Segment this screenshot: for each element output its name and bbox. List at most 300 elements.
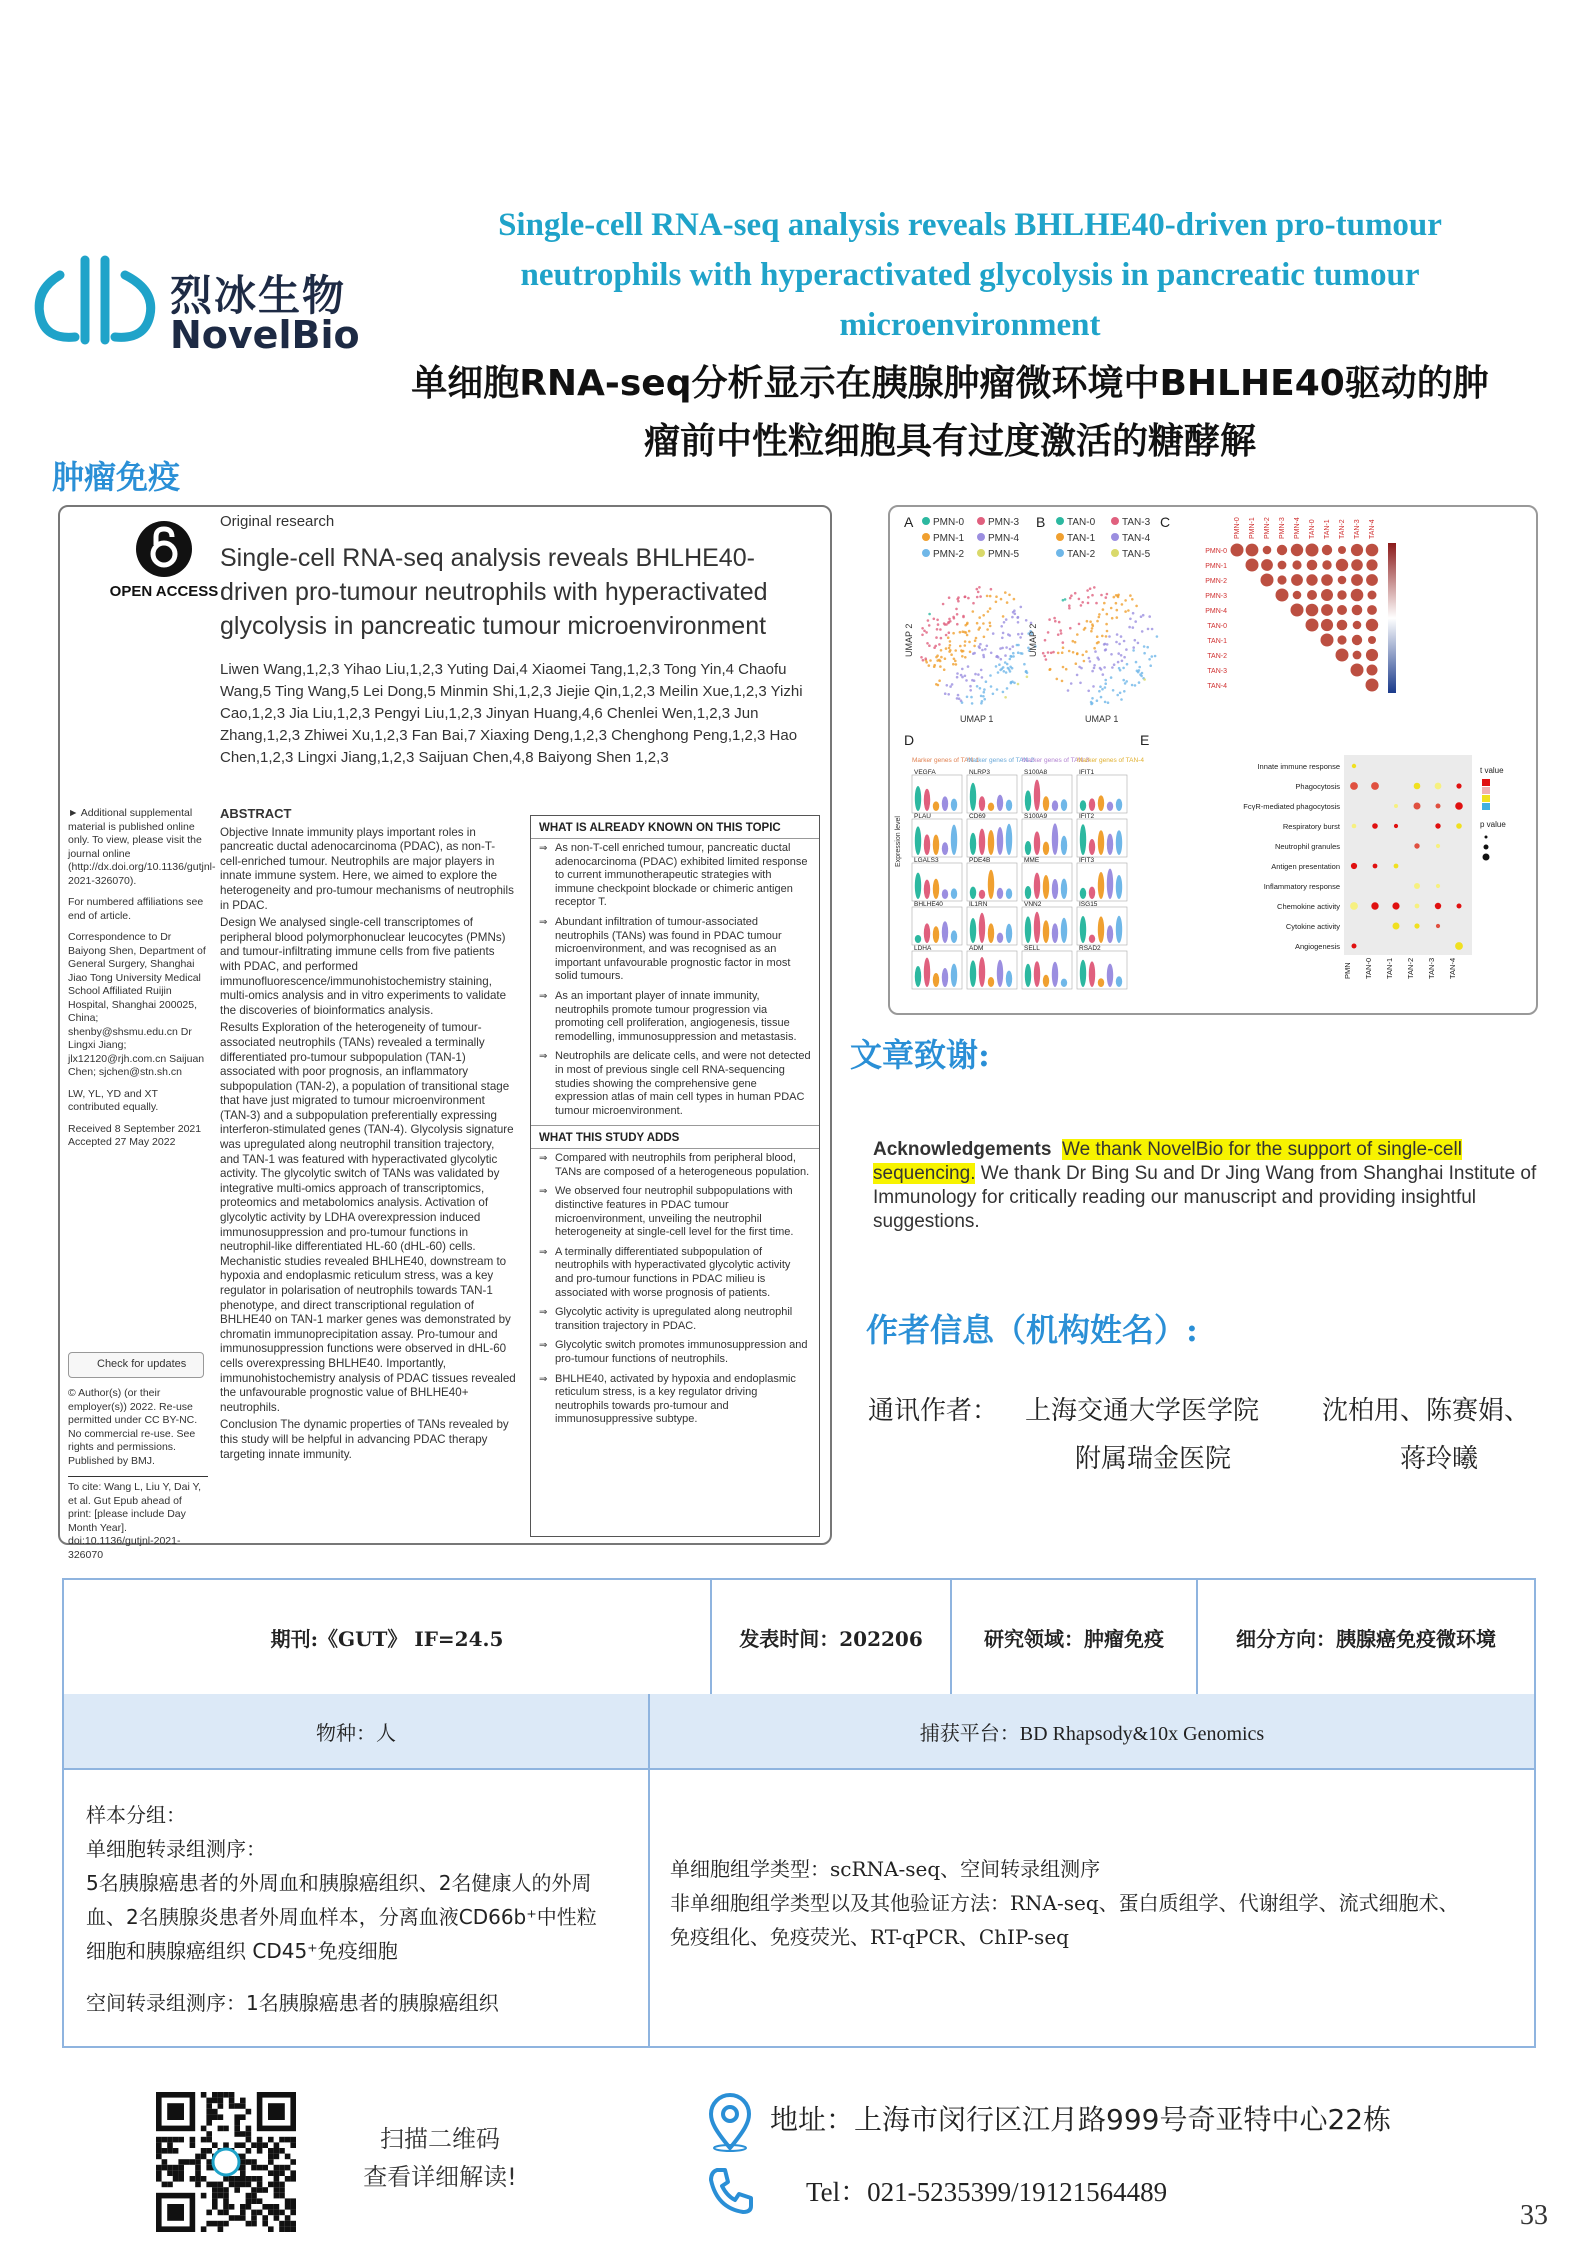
qr-module: [274, 2170, 280, 2176]
umap-point: [1096, 635, 1099, 638]
qr-module: [156, 2137, 162, 2143]
umap-point: [1045, 658, 1048, 661]
umap-point: [1083, 628, 1086, 631]
marker-header: Marker genes of TAN-3: [1022, 757, 1089, 764]
umap-point: [997, 671, 1000, 674]
violin: [1089, 839, 1095, 855]
qr-module: [257, 2187, 263, 2193]
abstract-results: Results Exploration of the heterogeneity of tumour-associated neutrophils (TANs) revealed a terminally differentiated pro-tumour subpopulation (TAN-1) associated with poor prognosis, an inflammatory subpopulation (TAN-2), a population of transitional stage that have just migrated to tumour microenvironment (TAN-3) and a subpopulation preferentially expressing interferon-stimulated genes (TAN-4). Glycolysis signature was upregulated along neutrophil transition trajectory, and TAN-1 was featured with hyperactivated glycolytic activity. The glycolytic switch of TANs was validated by integrative multi-omics approach of transcriptomics, proteomics and metabolomics analysis. Activation of glycolytic activity by LDHA overexpression induced immunosuppression and pro-tumour functions in neutrophil-like differentiated HL-60 (dHL-60) cells. Mechanistic studies revealed BHLHE40, downstream to hypoxia and endoplasmic reticulum stress, was a key regulator in polarisation of neutrophils towards TAN-1 phenotype, and direct transcriptional regulation of BHLHE40 on TAN-1 marker genes was demonstrated by chromatin immunoprecipitation assay. Pro-tumour and immunosuppression functions were observed in dHL-60 cells overexpressing BHLHE40. Importantly, immunohistochemistry analysis of PDAC tissues revealed the unfavourable prognostic value of BHLHE40+ neutrophils.: [220, 1021, 516, 1414]
umap-point: [962, 615, 965, 618]
qr-module: [285, 2154, 291, 2160]
dotplot-dot: [1436, 804, 1441, 809]
umap-point: [928, 613, 931, 616]
violin: [1006, 971, 1012, 987]
qr-module: [156, 2176, 162, 2182]
qr-module: [229, 2176, 235, 2182]
umap-point: [1060, 632, 1063, 635]
umap-point: [983, 688, 986, 691]
violin: [1052, 800, 1058, 811]
correspondence-note: Correspondence to Dr Baiyong Shen, Department of General Surgery, Shanghai Jiao Tong University Medical School Affiliated Ruijin Hospital, Shanghai 200025, China; shenby@shsmu.edu.cn Dr Lingxi Jiang; jlx12120@rjh.com.cn Saijuan Chen; sjchen@stn.sh.cn: [68, 931, 206, 1078]
umap-point: [956, 598, 959, 601]
umap-point: [1120, 654, 1123, 657]
qr-code[interactable]: [156, 2092, 296, 2232]
dotplot-dot: [1414, 783, 1421, 790]
violin: [970, 833, 976, 855]
corr-circle: [1293, 591, 1302, 600]
omics-line: 单细胞组学类型：scRNA-seq、空间转录组测序: [670, 1857, 1101, 1881]
qr-module: [268, 2226, 274, 2232]
umap-point: [992, 693, 995, 696]
umap-point: [1047, 651, 1050, 654]
adds-item: ⇒ We observed four neutrophil subpopulations with distinctive features in PDAC tumour microenvironment, unveiling the neutrophil heterogeneity at single-cell level for the first time.: [531, 1182, 819, 1242]
violin: [1116, 875, 1122, 899]
umap-point: [1020, 606, 1023, 609]
qr-module: [279, 2148, 285, 2154]
umap-point: [920, 656, 923, 659]
umap-point: [1138, 666, 1141, 669]
umap-point: [1140, 615, 1143, 618]
species-cell: 物种：人: [316, 1720, 396, 1745]
pathway-label: Inflammatory response: [1263, 882, 1340, 891]
qr-module: [229, 2092, 235, 2098]
qr-module: [167, 2170, 173, 2176]
qr-module: [206, 2114, 212, 2120]
qr-module: [279, 2221, 285, 2227]
umap-point: [1065, 668, 1068, 671]
umap-point: [939, 660, 942, 663]
umap-point: [1000, 598, 1003, 601]
qr-module: [240, 2165, 246, 2171]
qr-module: [173, 2170, 179, 2176]
qr-module: [162, 2165, 168, 2171]
umap-point: [1135, 605, 1138, 608]
dotplot-dot: [1435, 783, 1442, 790]
umap-point: [1002, 666, 1005, 669]
umap-point: [1048, 668, 1051, 671]
qr-module: [206, 2137, 212, 2143]
violin: [970, 960, 976, 987]
gene-label: PLAU: [914, 813, 931, 820]
gene-label: IFIT1: [1079, 769, 1095, 776]
corr-circle: [1321, 619, 1333, 631]
umap-point: [921, 627, 924, 630]
qr-module: [285, 2176, 291, 2182]
known-item: ⇒ As an important player of innate immunity, neutrophils promote tumour progression via promoting cell proliferation, angiogenesis, tissue remodelling, immunosuppression and metastasis.: [531, 987, 819, 1047]
umap-point: [1004, 696, 1007, 699]
umap-point: [928, 664, 931, 667]
qr-module: [201, 2226, 207, 2232]
umap-point: [1129, 618, 1132, 621]
umap-point: [986, 628, 989, 631]
qr-module: [285, 2165, 291, 2171]
qr-module: [201, 2137, 207, 2143]
umap-point: [967, 665, 970, 668]
side-notes: [68, 807, 216, 1158]
umap-point: [989, 625, 992, 628]
umap-point: [1098, 690, 1101, 693]
umap-point: [925, 631, 928, 634]
omics-types: [670, 1852, 1520, 1954]
umap-point: [1104, 643, 1107, 646]
umap-point: [1020, 652, 1023, 655]
umap-point: [1008, 594, 1011, 597]
corr-circle: [1366, 619, 1378, 631]
dotplot-dot: [1415, 904, 1420, 909]
umap-point: [1104, 682, 1107, 685]
sample-groups: [86, 1798, 686, 2020]
violin: [979, 913, 985, 943]
umap-point: [987, 610, 990, 613]
umap-point: [1105, 623, 1108, 626]
umap-point: [956, 676, 959, 679]
legend-b-entry: TAN-4: [1122, 533, 1151, 544]
corr-circle: [1277, 575, 1286, 584]
gene-label: IFIT3: [1079, 857, 1095, 864]
ack-rest: We thank Dr Bing Su and Dr Jing Wang from Shanghai Institute of Immunology for critically reading our manuscript and providing insightful suggestions.: [873, 1163, 1537, 1232]
umap-point: [1076, 674, 1079, 677]
key-messages-box: [530, 815, 820, 1537]
umap-point: [1141, 630, 1144, 633]
corr-col-label: TAN-3: [1354, 519, 1361, 539]
umap-point: [972, 602, 975, 605]
umap-point: [1117, 596, 1120, 599]
umap-point: [1149, 664, 1152, 667]
adds-item: ⇒ Compared with neutrophils from peripheral blood, TANs are composed of a heterogeneous population.: [531, 1149, 819, 1182]
violin: [1061, 836, 1067, 855]
qr-module: [218, 2226, 224, 2232]
umap-point: [1008, 668, 1011, 671]
gene-label: SELL: [1024, 945, 1040, 952]
umap-point: [939, 665, 942, 668]
umap-x-label: UMAP 1: [960, 714, 994, 724]
umap-point: [964, 596, 967, 599]
umap-point: [981, 676, 984, 679]
supplemental-note: ► Additional supplemental material is published online only. To view, please visit the journal online (http://dx.doi.org/10.1136/gutjnl-2021-326070).: [68, 807, 216, 887]
gene-label: NLRP3: [969, 769, 990, 776]
qr-module: [257, 2165, 263, 2171]
qr-module: [240, 2159, 246, 2165]
gene-label: RSAD2: [1079, 945, 1101, 952]
legend-t-swatch: [1482, 787, 1490, 794]
corr-circle: [1366, 559, 1377, 570]
umap-point: [952, 632, 955, 635]
corr-circle: [1338, 576, 1347, 585]
known-item: ⇒ Abundant infiltration of tumour-associated neutrophils (TANs) was found in PDAC tumour microenvironment, and was recognised as an important unfavourable prognostic factor in most solid tumours.: [531, 913, 819, 987]
corr-circle: [1261, 574, 1274, 587]
corr-col-label: PMN-2: [1264, 517, 1271, 539]
umap-point: [1134, 639, 1137, 642]
umap-point: [1067, 689, 1070, 692]
umap-point: [1091, 670, 1094, 673]
pathway-label: Phagocytosis: [1295, 782, 1340, 791]
umap-point: [1099, 685, 1102, 688]
institution-line1: 上海交通大学医学院: [1025, 1396, 1260, 1426]
brand-name-cn: 烈冰生物: [170, 271, 347, 320]
violin: [1107, 869, 1113, 899]
umap-point: [1110, 653, 1113, 656]
umap-point: [933, 618, 936, 621]
umap-point: [964, 640, 967, 643]
dotplot-dot: [1394, 824, 1398, 828]
panel-label: D: [904, 732, 915, 748]
legend-dot: [1111, 549, 1119, 557]
corr-row-label: PMN-1: [1205, 563, 1227, 570]
umap-point: [1096, 656, 1099, 659]
qr-module: [234, 2120, 240, 2126]
violin: [951, 825, 957, 855]
umap-point: [936, 619, 939, 622]
umap-point: [1090, 630, 1093, 633]
umap-point: [924, 657, 927, 660]
umap-point: [999, 669, 1002, 672]
ack-highlight: We thank NovelBio for the support of single-cell sequencing.: [873, 1139, 1462, 1184]
umap-point: [1124, 599, 1127, 602]
umap-point: [964, 675, 967, 678]
qr-module: [195, 2170, 201, 2176]
title-chinese-line1: 单细胞RNA-seq分析显示在胰腺肿瘤微环境中BHLHE40驱动的肿: [411, 363, 1489, 404]
corr-circle: [1321, 604, 1333, 616]
qr-module: [251, 2142, 257, 2148]
umap-point: [935, 636, 938, 639]
qr-module: [246, 2137, 252, 2143]
violin: [1052, 823, 1058, 855]
adds-item: ⇒ A terminally differentiated subpopulation of neutrophils with hyperactivated glycolytic activity and pro-tumour functions in PDAC milieu is associated with worse prognosis of patients.: [531, 1243, 819, 1303]
umap-point: [1076, 633, 1079, 636]
qr-module: [234, 2126, 240, 2132]
qr-module: [257, 2176, 263, 2182]
umap-point: [1154, 655, 1157, 658]
qr-module: [274, 2148, 280, 2154]
umap-point: [1117, 661, 1120, 664]
gene-label: PDE4B: [969, 857, 991, 864]
umap-point: [995, 665, 998, 668]
umap-point: [1108, 635, 1111, 638]
violin: [951, 799, 957, 811]
check-updates-button[interactable]: Check for updates: [68, 1352, 204, 1378]
adds-heading: WHAT THIS STUDY ADDS: [531, 1125, 819, 1149]
qr-module: [285, 2215, 291, 2221]
umap-point: [1078, 666, 1081, 669]
corr-circle: [1336, 559, 1348, 571]
qr-module: [223, 2210, 229, 2216]
umap-point: [1061, 680, 1064, 683]
umap-point: [989, 607, 992, 610]
umap-point: [1110, 607, 1113, 610]
corr-circle: [1291, 604, 1304, 617]
violin: [1098, 916, 1104, 943]
qr-module: [167, 2137, 173, 2143]
umap-point: [1025, 619, 1028, 622]
brand-name-en: NovelBio: [170, 313, 360, 357]
qr-module: [218, 2182, 224, 2188]
umap-point: [996, 688, 999, 691]
violin: [951, 888, 957, 899]
umap-point: [1093, 664, 1096, 667]
umap-point: [1090, 703, 1093, 706]
qr-module: [223, 2142, 229, 2148]
qr-module: [223, 2193, 229, 2199]
qr-module: [162, 2159, 168, 2165]
umap-point: [934, 645, 937, 648]
dotplot-bg: [1344, 755, 1472, 955]
umap-point: [1134, 620, 1137, 623]
umap-point: [1135, 661, 1138, 664]
qr-module: [156, 2170, 162, 2176]
gene-label: IL1RN: [969, 901, 988, 908]
qr-module: [251, 2176, 257, 2182]
qr-module: [206, 2103, 212, 2109]
open-access-logo: [104, 521, 224, 600]
umap-point: [980, 669, 983, 672]
qr-module: [290, 2204, 296, 2210]
umap-point: [1079, 682, 1082, 685]
dotplot-dot: [1352, 764, 1356, 768]
corr-circle: [1277, 545, 1287, 555]
corr-circle: [1367, 665, 1378, 676]
umap-point: [1096, 620, 1099, 623]
qr-module: [201, 2176, 207, 2182]
umap-point: [1123, 690, 1126, 693]
umap-point: [992, 632, 995, 635]
umap-point: [1002, 615, 1005, 618]
umap-point: [1120, 635, 1123, 638]
omics-line: 非单细胞组学类型以及其他验证方法：RNA-seq、蛋白质组学、代谢组学、流式细胞术、: [670, 1891, 1459, 1915]
umap-point: [1085, 650, 1088, 653]
umap-point: [944, 692, 947, 695]
umap-point: [1148, 658, 1151, 661]
corr-circle: [1366, 679, 1379, 692]
umap-point: [956, 672, 959, 675]
dotplot-dot: [1435, 823, 1440, 828]
qr-module: [285, 2204, 291, 2210]
umap-point: [964, 656, 967, 659]
umap-point: [1093, 647, 1096, 650]
umap-point: [1054, 620, 1057, 623]
umap-point: [978, 616, 981, 619]
qr-module: [190, 2142, 196, 2148]
qr-module: [262, 2204, 268, 2210]
qr-module: [195, 2159, 201, 2165]
umap-point: [1140, 675, 1143, 678]
umap-point: [960, 674, 963, 677]
umap-point: [956, 697, 959, 700]
umap-point: [976, 596, 979, 599]
qr-module: [190, 2159, 196, 2165]
abstract: [220, 807, 516, 1465]
qr-module: [274, 2215, 280, 2221]
pathway-label: Neutrophil granules: [1274, 842, 1340, 851]
qr-module: [268, 2148, 274, 2154]
marker-header: Marker genes of TAN-2: [967, 757, 1034, 764]
dotplot-col-label: TAN-0: [1364, 957, 1373, 979]
umap-point: [1087, 690, 1090, 693]
phone-icon: [703, 2162, 757, 2222]
novelbio-logo-icon: [30, 245, 170, 365]
corr-col-label: TAN-2: [1339, 519, 1346, 539]
umap-point: [978, 626, 981, 629]
legend-dot: [1056, 549, 1064, 557]
umap-point: [983, 698, 986, 701]
qr-module: [212, 2187, 218, 2193]
umap-point: [982, 654, 985, 657]
dotplot-dot: [1392, 902, 1399, 909]
umap-point: [929, 659, 932, 662]
qr-module: [212, 2198, 218, 2204]
umap-point: [1104, 686, 1107, 689]
umap-point: [1059, 629, 1062, 632]
qr-module: [268, 2170, 274, 2176]
umap-point: [1044, 639, 1047, 642]
corr-circle: [1231, 544, 1244, 557]
pathway-label: Antigen presentation: [1271, 862, 1340, 871]
paper-title: Single-cell RNA-seq analysis reveals BHLHE40-driven pro-tumour neutrophils with hyperactivated glycolysis in pancreatic tumour microenvironment: [220, 544, 768, 640]
umap-point: [948, 596, 951, 599]
umap-point: [1068, 607, 1071, 610]
umap-point: [1069, 627, 1072, 630]
umap-point: [977, 591, 980, 594]
qr-module: [240, 2131, 246, 2137]
qr-module: [246, 2176, 252, 2182]
umap-point: [975, 637, 978, 640]
qr-module: [223, 2187, 229, 2193]
qr-module: [201, 2193, 207, 2199]
corr-circle: [1366, 649, 1378, 661]
qr-module: [156, 2148, 162, 2154]
umap-point: [1016, 644, 1019, 647]
gene-label: S100A9: [1024, 813, 1048, 820]
umap-point: [1118, 643, 1121, 646]
legend-b-entry: TAN-3: [1122, 517, 1151, 528]
cite-note: To cite: Wang L, Liu Y, Dai Y, et al. Gut Epub ahead of print: [please include Day Month Year]. doi:10.1136/gutjnl-2021-326070: [68, 1476, 208, 1562]
qr-module: [262, 2215, 268, 2221]
qr-module: [223, 2198, 229, 2204]
umap-point: [984, 648, 987, 651]
scan-line2: 查看详细解读!: [363, 2163, 517, 2191]
umap-point: [1086, 620, 1089, 623]
umap-point: [1098, 616, 1101, 619]
qr-module: [257, 2182, 263, 2188]
violin: [1006, 800, 1012, 811]
umap-point: [1074, 641, 1077, 644]
umap-point: [1012, 611, 1015, 614]
umap-point: [1006, 601, 1009, 604]
qr-module: [218, 2098, 224, 2104]
umap-x-label: UMAP 1: [1085, 714, 1119, 724]
umap-point: [1115, 602, 1118, 605]
violin: [942, 889, 948, 899]
umap-point: [1103, 602, 1106, 605]
violin: [1098, 830, 1104, 855]
panel-label: B: [1036, 514, 1046, 530]
qr-module: [274, 2210, 280, 2216]
umap-point: [940, 656, 943, 659]
umap-point: [943, 668, 946, 671]
qr-module: [212, 2204, 218, 2210]
umap-point: [1118, 667, 1121, 670]
page-number: 33: [1520, 2200, 1548, 2231]
umap-point: [949, 640, 952, 643]
qr-module: [246, 2198, 252, 2204]
umap-point: [1132, 612, 1135, 615]
legend-a-entry: PMN-3: [988, 517, 1020, 528]
umap-point: [936, 628, 939, 631]
qr-module: [268, 2137, 274, 2143]
umap-point: [971, 702, 974, 705]
umap-point: [938, 643, 941, 646]
dotplot-col-label: PMN: [1343, 962, 1352, 979]
dotplot-dot: [1456, 783, 1461, 788]
qr-module: [218, 2187, 224, 2193]
